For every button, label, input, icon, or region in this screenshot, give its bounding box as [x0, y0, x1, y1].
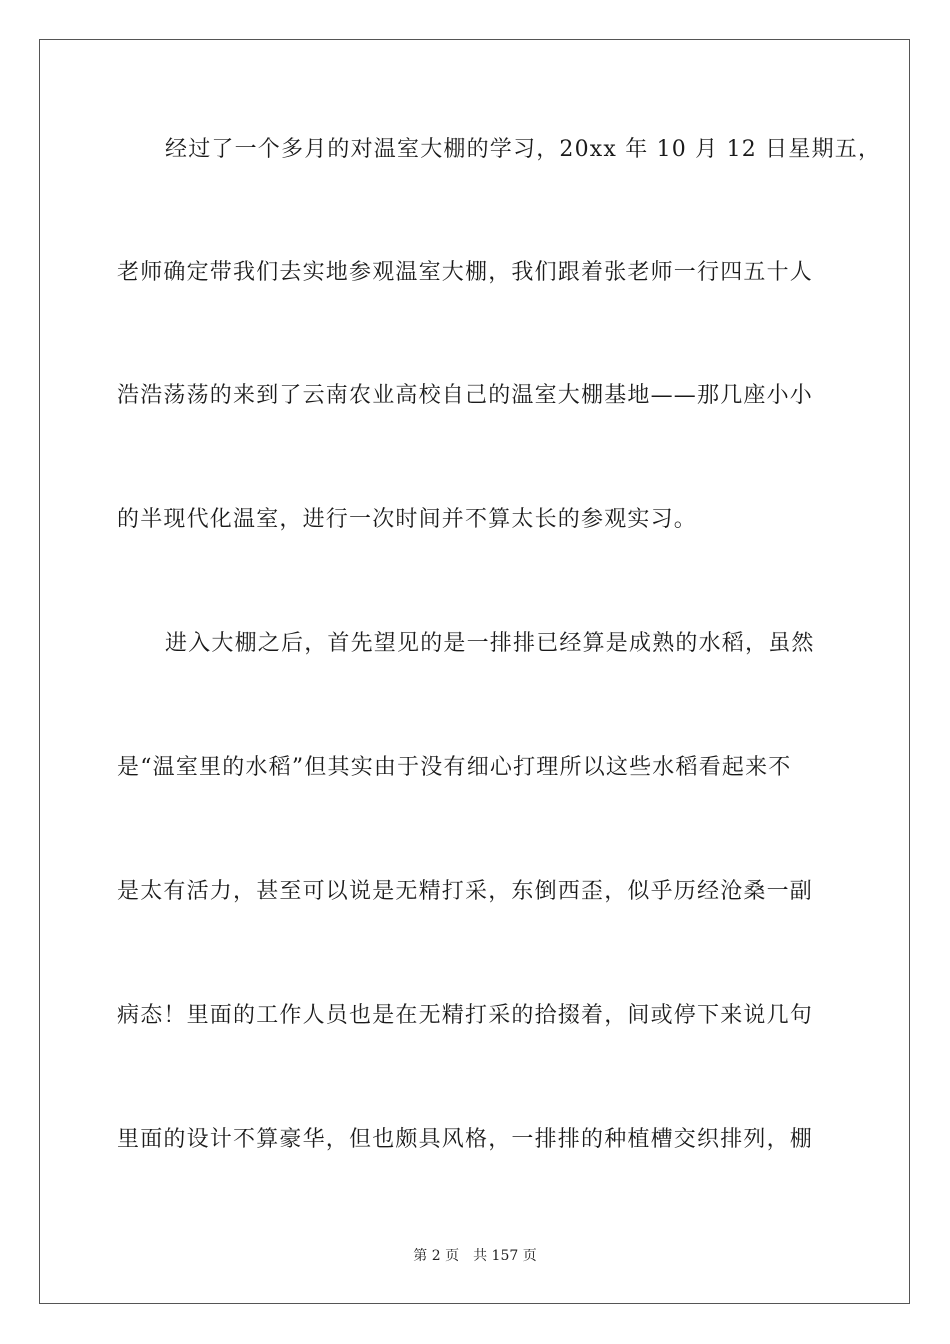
paragraph-2-line-2: 是“温室里的水稻”但其实由于没有细心打理所以这些水稻看起来不 — [117, 755, 792, 780]
page-total: 共 157 页 — [473, 1248, 537, 1264]
page-border — [39, 39, 910, 1304]
paragraph-2-line-4: 病态！里面的工作人员也是在无精打采的拾掇着，间或停下来说几句 — [117, 1003, 814, 1028]
page-number: 第 2 页 — [413, 1248, 460, 1264]
paragraph-1-line-3: 浩浩荡荡的来到了云南农业高校自己的温室大棚基地——那几座小小 — [117, 383, 814, 408]
paragraph-2-line-1: 进入大棚之后，首先望见的是一排排已经算是成熟的水稻，虽然 — [165, 631, 815, 656]
paragraph-1-line-2: 老师确定带我们去实地参观温室大棚，我们跟着张老师一行四五十人 — [117, 260, 814, 285]
paragraph-2-line-3: 是太有活力，甚至可以说是无精打采，东倒西歪，似乎历经沧桑一副 — [117, 879, 814, 904]
page-footer — [0, 1247, 950, 1265]
paragraph-1-line-1: 经过了一个多月的对温室大棚的学习，20xx 年 10 月 12 日星期五， — [165, 137, 882, 162]
paragraph-2-line-5: 里面的设计不算豪华，但也颇具风格，一排排的种植槽交织排列，棚 — [117, 1127, 814, 1152]
paragraph-1-line-4: 的半现代化温室，进行一次时间并不算太长的参观实习。 — [117, 507, 698, 532]
